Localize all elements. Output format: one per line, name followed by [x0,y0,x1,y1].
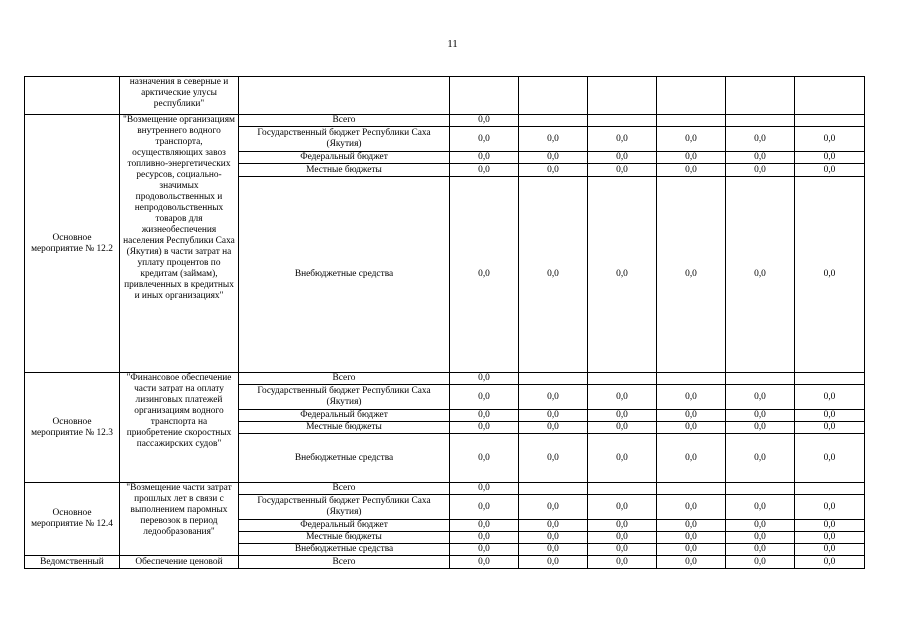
value-cell: 0,0 [450,127,519,152]
value-cell: 0,0 [795,495,865,520]
value-cell [657,483,726,495]
value-cell: 0,0 [450,532,519,544]
value-cell: 0,0 [726,177,795,373]
value-cell: 0,0 [450,556,519,569]
measure-label-cell: Ведомственный [25,556,120,569]
value-cell: 0,0 [657,410,726,422]
value-cell: 0,0 [519,544,588,556]
value-cell: 0,0 [450,483,519,495]
value-cell: 0,0 [588,434,657,483]
value-cell: 0,0 [726,434,795,483]
value-cell: 0,0 [588,520,657,532]
value-cell: 0,0 [450,152,519,164]
value-cell: 0,0 [726,164,795,177]
source-local-cell: Местные бюджеты [239,164,450,177]
value-cell: 0,0 [657,532,726,544]
value-cell: 0,0 [450,164,519,177]
value-cell: 0,0 [726,385,795,410]
value-cell: 0,0 [450,410,519,422]
measure-description-cell: "Возмещение части затрат прошлых лет в связи с выполнением паромных перевозок в период ледообразования" [120,483,239,556]
value-cell [726,115,795,127]
value-cell: 0,0 [588,422,657,434]
value-cell [450,77,519,115]
source-local-cell: Местные бюджеты [239,422,450,434]
value-cell: 0,0 [795,544,865,556]
value-cell: 0,0 [726,532,795,544]
value-cell [657,77,726,115]
value-cell [795,77,865,115]
source-extra-cell: Внебюджетные средства [239,434,450,483]
value-cell [588,77,657,115]
source-total-cell: Всего [239,556,450,569]
value-cell [519,483,588,495]
value-cell: 0,0 [519,385,588,410]
value-cell: 0,0 [588,544,657,556]
value-cell: 0,0 [450,385,519,410]
source-local-cell: Местные бюджеты [239,532,450,544]
value-cell: 0,0 [657,127,726,152]
value-cell [795,483,865,495]
value-cell: 0,0 [657,434,726,483]
value-cell: 0,0 [726,544,795,556]
value-cell: 0,0 [588,495,657,520]
measure-label-cell [25,77,120,115]
value-cell: 0,0 [519,164,588,177]
value-cell [519,77,588,115]
value-cell: 0,0 [450,495,519,520]
value-cell [726,373,795,385]
value-cell [795,373,865,385]
source-state-cell: Государственный бюджет Республики Саха (Якутия) [239,385,450,410]
value-cell: 0,0 [450,544,519,556]
source-state-cell: Государственный бюджет Республики Саха (Якутия) [239,495,450,520]
value-cell: 0,0 [519,410,588,422]
value-cell: 0,0 [519,495,588,520]
value-cell: 0,0 [795,127,865,152]
value-cell: 0,0 [657,520,726,532]
value-cell: 0,0 [726,127,795,152]
value-cell: 0,0 [450,520,519,532]
source-total-cell: Всего [239,483,450,495]
value-cell: 0,0 [519,434,588,483]
value-cell [795,115,865,127]
value-cell: 0,0 [588,532,657,544]
measure-description-cell: назначения в северные и арктические улусы республики" [120,77,239,115]
value-cell: 0,0 [588,556,657,569]
value-cell: 0,0 [519,422,588,434]
measure-label-cell: Основное мероприятие № 12.2 [25,115,120,373]
value-cell: 0,0 [795,422,865,434]
measure-description-cell: Обеспечение ценовой [120,556,239,569]
table-row [25,77,865,115]
source-extra-cell: Внебюджетные средства [239,177,450,373]
value-cell: 0,0 [657,556,726,569]
value-cell: 0,0 [795,164,865,177]
value-cell: 0,0 [795,434,865,483]
value-cell: 0,0 [657,164,726,177]
value-cell: 0,0 [588,410,657,422]
value-cell [588,115,657,127]
value-cell: 0,0 [450,373,519,385]
source-extra-cell: Внебюджетные средства [239,544,450,556]
value-cell: 0,0 [795,532,865,544]
value-cell: 0,0 [519,127,588,152]
value-cell: 0,0 [726,422,795,434]
value-cell: 0,0 [657,177,726,373]
value-cell: 0,0 [519,532,588,544]
measure-description-cell: "Финансовое обеспечение части затрат на оплату лизинговых платежей организациям водного транспорта на приобретение скоростных пассажирских судов" [120,373,239,483]
value-cell [519,373,588,385]
value-cell: 0,0 [726,152,795,164]
value-cell: 0,0 [519,556,588,569]
measure-description-cell: "Возмещение организациям внутреннего водного транспорта, осуществляющих завоз топливно-энергетических ресурсов, социально-значимых продовольственных и непродовольственных товаров для жизнеобеспечения населения Республики Саха (Якутия) в части затрат на уплату процентов по кредитам (займам), привлеченных в кредитных и иных организациях" [120,115,239,373]
measure-label-cell: Основное мероприятие № 12.3 [25,373,120,483]
value-cell: 0,0 [795,385,865,410]
value-cell: 0,0 [795,152,865,164]
value-cell: 0,0 [795,520,865,532]
value-cell [726,483,795,495]
value-cell: 0,0 [450,434,519,483]
value-cell: 0,0 [519,520,588,532]
value-cell: 0,0 [588,164,657,177]
table-row [25,115,865,127]
value-cell: 0,0 [519,177,588,373]
value-cell [657,115,726,127]
value-cell: 0,0 [726,410,795,422]
source-total-cell: Всего [239,115,450,127]
source-state-cell: Государственный бюджет Республики Саха (Якутия) [239,127,450,152]
value-cell: 0,0 [795,177,865,373]
source-federal-cell: Федеральный бюджет [239,410,450,422]
table-row [25,483,865,495]
table-row [25,556,865,569]
value-cell: 0,0 [795,556,865,569]
value-cell: 0,0 [657,385,726,410]
value-cell: 0,0 [450,115,519,127]
page-number: 11 [447,38,458,50]
value-cell: 0,0 [588,152,657,164]
measure-label-cell: Основное мероприятие № 12.4 [25,483,120,556]
value-cell: 0,0 [726,520,795,532]
source-federal-cell: Федеральный бюджет [239,520,450,532]
value-cell: 0,0 [588,177,657,373]
budget-table [24,76,865,569]
value-cell: 0,0 [657,152,726,164]
value-cell: 0,0 [726,495,795,520]
table-row [25,373,865,385]
value-cell: 0,0 [588,127,657,152]
value-cell [726,77,795,115]
value-cell [519,115,588,127]
value-cell: 0,0 [657,422,726,434]
source-cell [239,77,450,115]
value-cell: 0,0 [657,495,726,520]
value-cell: 0,0 [588,385,657,410]
value-cell [588,373,657,385]
value-cell: 0,0 [450,177,519,373]
value-cell: 0,0 [726,556,795,569]
value-cell [657,373,726,385]
value-cell [588,483,657,495]
value-cell: 0,0 [657,544,726,556]
value-cell: 0,0 [519,152,588,164]
value-cell: 0,0 [450,422,519,434]
source-total-cell: Всего [239,373,450,385]
value-cell: 0,0 [795,410,865,422]
source-federal-cell: Федеральный бюджет [239,152,450,164]
